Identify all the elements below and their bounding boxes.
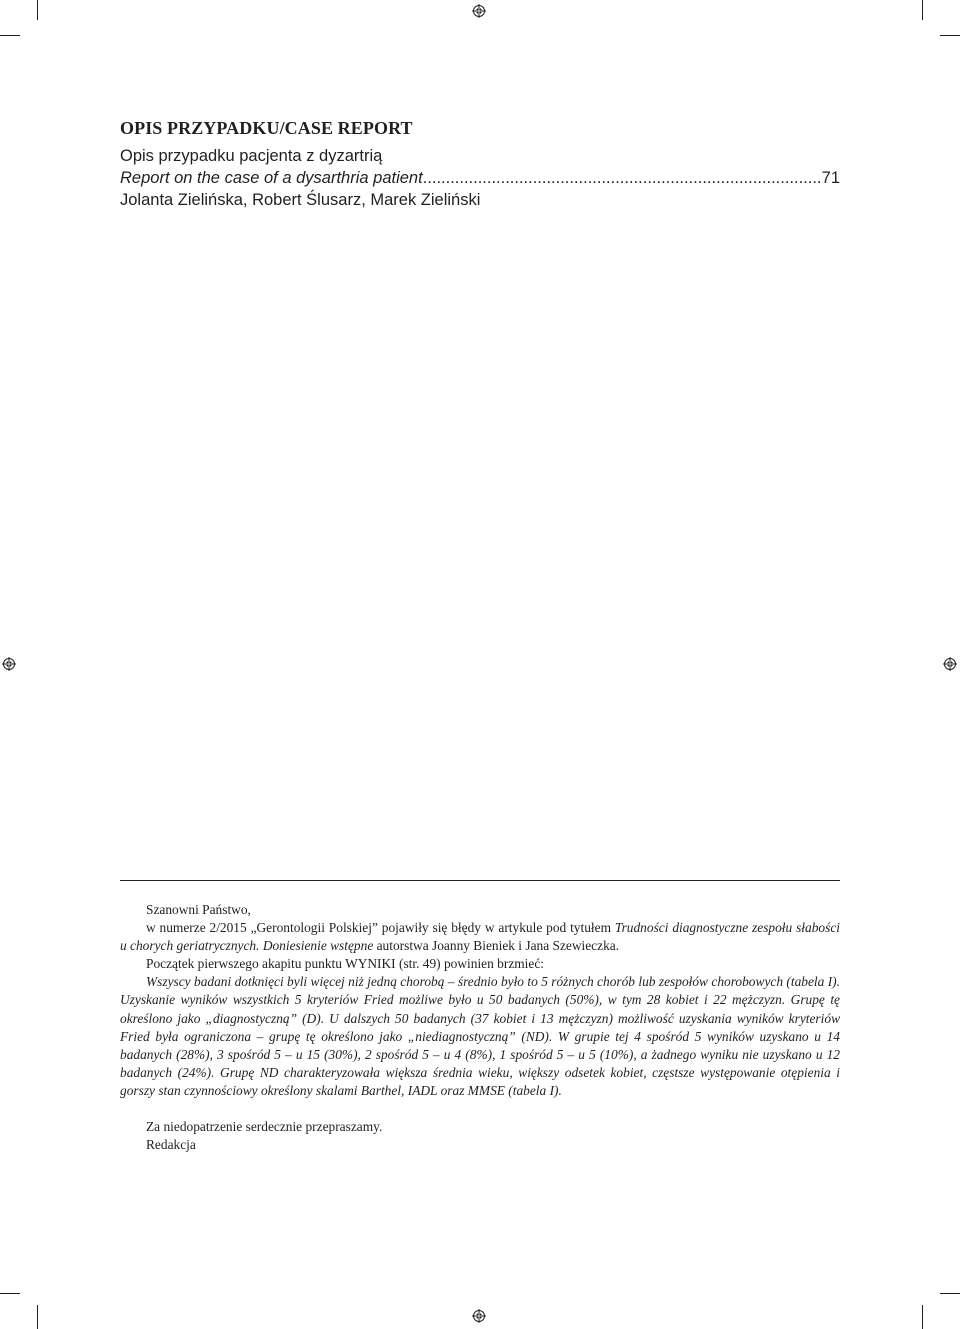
registration-mark-icon	[2, 657, 16, 671]
erratum-text: autorstwa Joanny Bieniek i Jana Szewieczka.	[373, 938, 620, 954]
registration-mark-icon	[472, 4, 486, 18]
crop-mark-bottom-right-v	[922, 1305, 923, 1329]
article-subtitle: Doniesienie wstępne	[262, 938, 374, 954]
erratum-notice	[120, 901, 840, 1154]
article-title-pl: Opis przypadku pacjenta z dyzartrią	[120, 147, 383, 165]
correction-intro: Początek pierwszego akapitu punktu WYNIKI (str. 49) powinien brzmieć:	[146, 956, 545, 972]
dot-leader	[423, 167, 822, 189]
divider-rule	[120, 880, 840, 881]
crop-mark-top-right-h	[940, 35, 960, 36]
corrected-paragraph: Wszyscy badani dotknięci byli więcej niż jedną chorobą – średnio było to 5 różnych chorób lub zespołów chorobowych (tabela I). Uzyskanie wyników wszystkich 5 kryteriów Fried możliwe było u 50 badanych (50%), w tym 28 kobiet i 22 mężczyzn. Grupę tę określono jako „diagnostyczną” (D). U dalszych 50 badanych (37 kobiet i 13 mężczyzn) możliwość uzyskania wyników kryteriów Fried była ograniczona – grupę tę określono jako „niediagnostyczną” (ND). W grupie tej 4 spośród 5 wyników uzyskano u 14 badanych (28%), 3 spośród 5 – u 15 (30%), 2 spośród 5 – u 4 (8%), 1 spośród 5 – u 5 (10%), a żadnego wyniku nie uzyskano u 12 badanych (24%). Grupę ND charakteryzowała większa średnia wieku, większy odsetek kobiet, częstsze występowanie otępienia i gorszy stan czynnościowy określony skalami Barthel, IADL oraz MMSE (tabela I).	[120, 974, 840, 1098]
crop-mark-top-right-v	[922, 0, 923, 20]
registration-mark-icon	[472, 1309, 486, 1323]
crop-mark-top-left-v	[37, 0, 38, 20]
section-heading: OPIS PRZYPADKU/CASE REPORT	[120, 118, 413, 138]
crop-mark-bottom-right-h	[940, 1293, 960, 1294]
registration-mark-icon	[943, 657, 957, 671]
crop-mark-bottom-left-v	[37, 1305, 38, 1329]
article-title-en: Report on the case of a dysarthria patient	[120, 169, 423, 187]
article-title-en-entry	[120, 167, 840, 189]
erratum-text: w numerze 2/2015 „Gerontologii Polskiej” pojawiły się błędy w artykule pod tytułem	[146, 920, 615, 936]
crop-mark-top-left-h	[0, 35, 20, 36]
article-authors: Jolanta Zielińska, Robert Ślusarz, Marek Zieliński	[120, 191, 481, 209]
apology: Za niedopatrzenie serdecznie przepraszamy.	[146, 1119, 383, 1135]
page-number: 71	[821, 169, 840, 187]
article-title: Trudności diagnostyczne zespołu słabości u chorych geriatrycznych.	[120, 920, 840, 954]
salutation: Szanowni Państwo,	[146, 902, 251, 917]
signature: Redakcja	[146, 1137, 196, 1153]
toc-section	[120, 117, 840, 211]
erratum-paragraph	[120, 919, 840, 955]
crop-mark-bottom-left-h	[0, 1293, 20, 1294]
